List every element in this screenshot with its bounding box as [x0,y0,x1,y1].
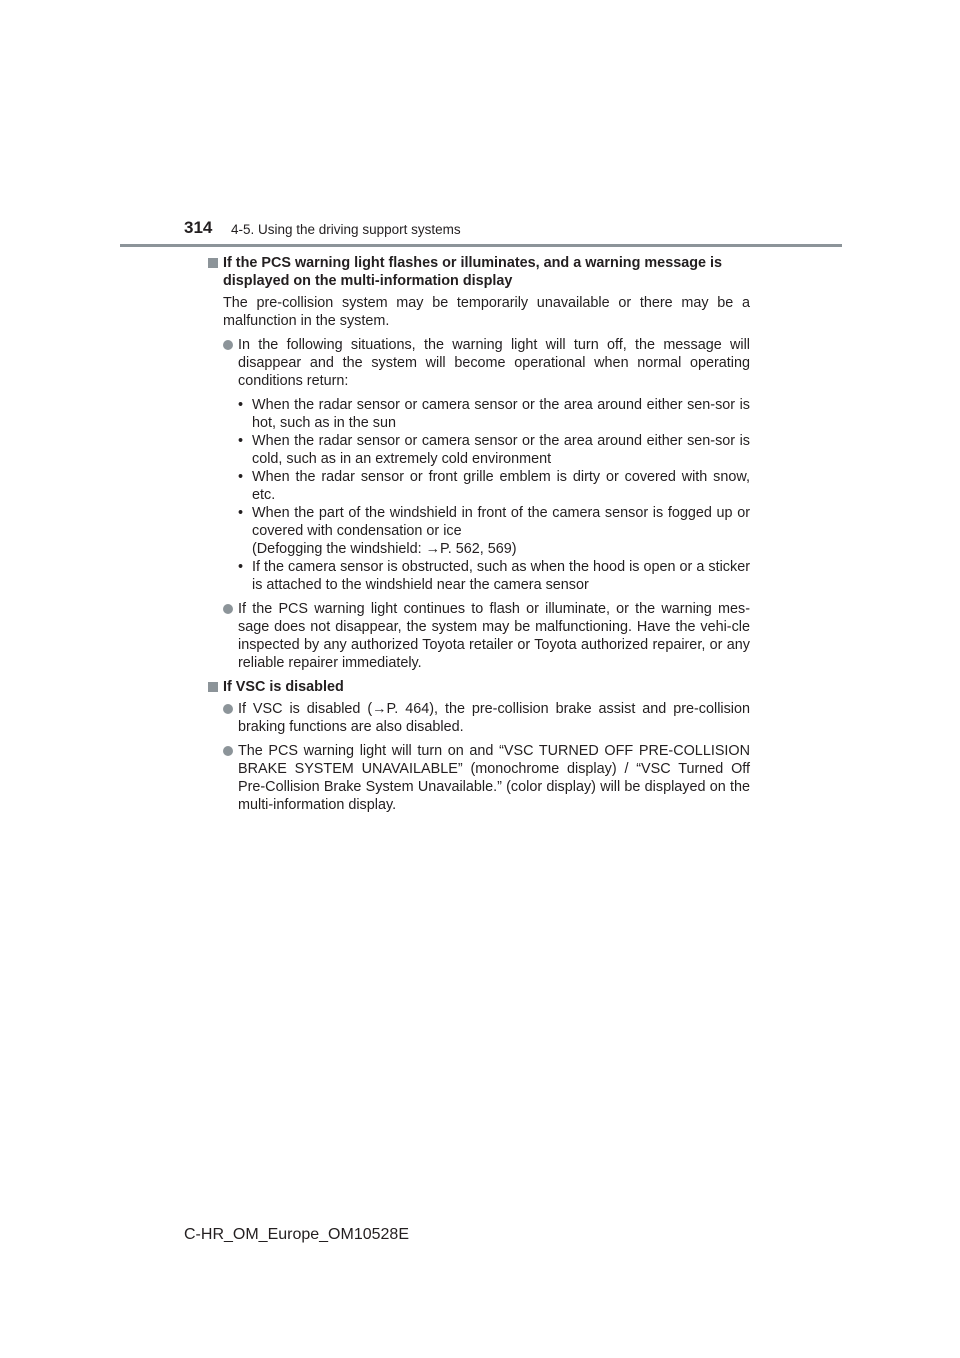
page-content [208,254,750,820]
condition-text: When the radar sensor or camera sensor or the area around either sen-sor is cold, such as in an extremely cold environment [252,433,750,467]
condition-list [238,396,750,594]
dot-marker: • [238,469,244,485]
condition-text: If the camera sensor is obstructed, such as when the hood is open or a sticker is attached to the windshield near the camera sensor [252,559,750,593]
defogging-reference: (Defogging the windshield: →P. 562, 569) [252,541,517,557]
page-header [120,218,842,246]
condition-item [238,432,750,468]
section-heading [208,254,750,290]
dot-marker: • [238,433,244,449]
circle-bullet-icon [223,604,233,614]
bullet-text: The PCS warning light will turn on and “VSC TURNED OFF PRE-COLLISION BRAKE SYSTEM UNAVAILABLE” (monochrome display) / “VSC Turned Off Pre-Collision Brake System Unavailable.” (color display) will be displayed on the multi-information display. [238,743,750,813]
section-heading-text: If the PCS warning light flashes or illuminates, and a warning message is displayed on the multi-information display [223,255,722,289]
section-title: 4-5. Using the driving support systems [231,222,461,237]
condition-text: When the part of the windshield in front of the camera sensor is fogged up or covered with condensation or ice [252,505,750,539]
bullet-text: If the PCS warning light continues to flash or illuminate, or the warning mes-sage does not disappear, the system may be malfunctioning. Have the vehi-cle inspected by any authorized Toyota retailer or Toyota authorized repairer, or any reliable repairer immediately. [238,601,750,671]
section-heading-text: If VSC is disabled [223,679,344,695]
bullet-text: If VSC is disabled (→P. 464), the pre-collision brake assist and pre-collision braking functions are also disabled. [238,701,750,735]
bullet-item [223,742,750,814]
section-intro: The pre-collision system may be temporarily unavailable or there may be a malfunction in the system. [223,295,750,329]
circle-bullet-icon [223,340,233,350]
section-heading [208,678,750,696]
bullet-text: In the following situations, the warning light will turn off, the message will disappear and the system will become operational when normal operating conditions return: [238,337,750,389]
bullet-item [223,336,750,390]
page-number: 314 [184,218,213,237]
condition-item [238,504,750,540]
dot-marker: • [238,559,244,575]
circle-bullet-icon [223,746,233,756]
condition-item [238,396,750,432]
condition-item [238,468,750,504]
condition-item [238,558,750,594]
square-bullet-icon [208,258,218,268]
header-rule [120,244,842,247]
dot-marker: • [238,397,244,413]
bullet-item [223,600,750,672]
document-code: C-HR_OM_Europe_OM10528E [184,1226,409,1243]
condition-text: When the radar sensor or camera sensor or the area around either sen-sor is hot, such as in the sun [252,397,750,431]
square-bullet-icon [208,682,218,692]
dot-marker: • [238,505,244,521]
bullet-item [223,700,750,736]
circle-bullet-icon [223,704,233,714]
condition-text: When the radar sensor or front grille emblem is dirty or covered with snow, etc. [252,469,750,503]
